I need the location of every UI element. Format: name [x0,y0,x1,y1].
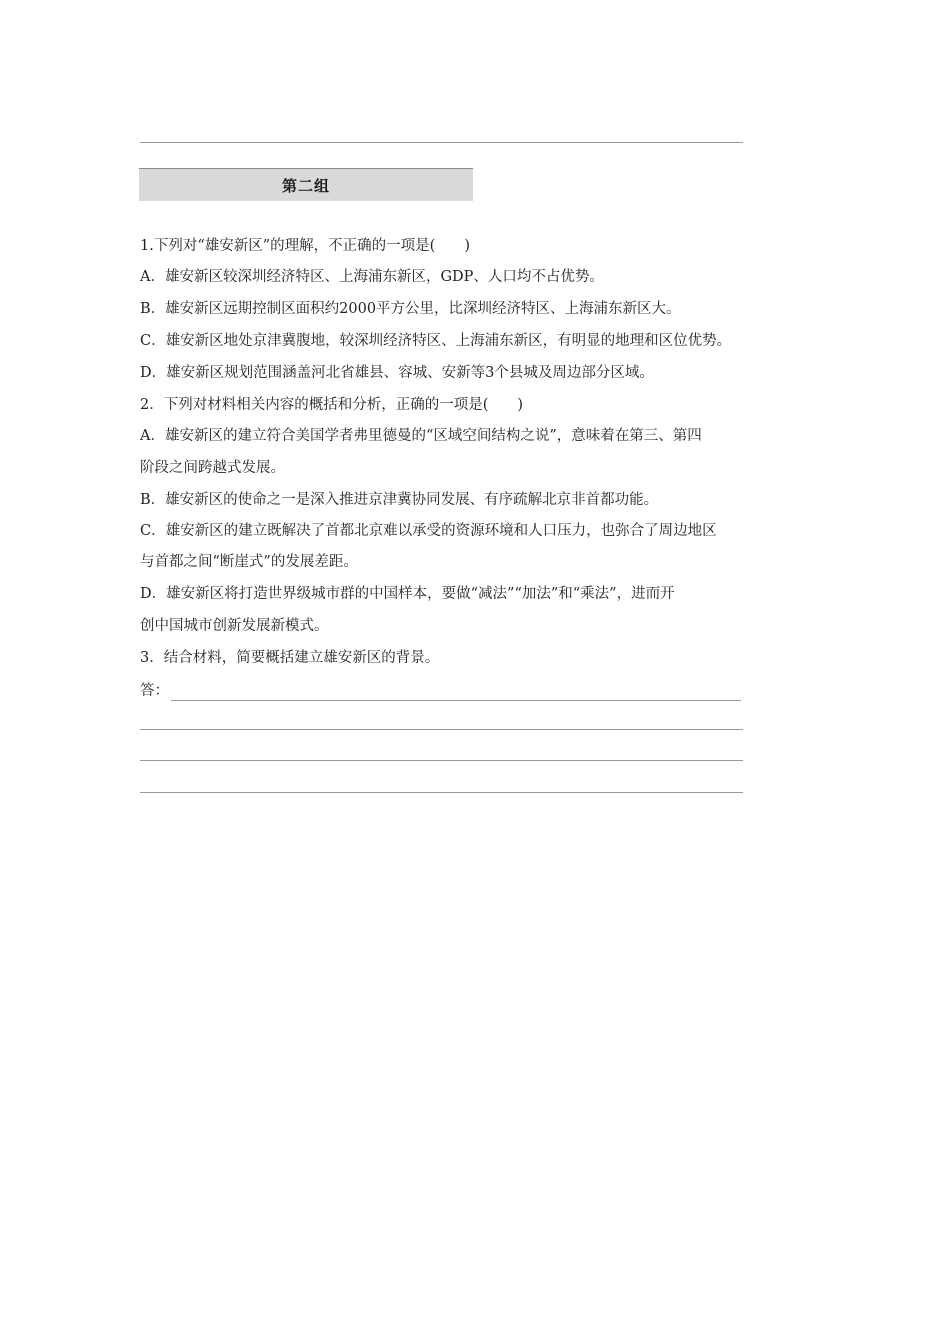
answer-line-3[interactable] [140,760,743,761]
question-2-stem: 2．下列对材料相关内容的概括和分析，正确的一项是( ) [140,397,524,413]
question-2-option-a-line-1: A．雄安新区的建立符合美国学者弗里德曼的“区域空间结构之说”，意味着在第三、第四 [140,428,702,444]
top-divider [140,142,743,143]
answer-line-1[interactable] [171,684,741,701]
question-2-option-b: B．雄安新区的使命之一是深入推进京津冀协同发展、有序疏解北京非首都功能。 [140,492,659,508]
section-header [139,168,473,201]
question-1-stem: 1.下列对“雄安新区”的理解，不正确的一项是( ) [140,238,470,254]
question-2-option-a-line-2: 阶段之间跨越式发展。 [140,460,285,476]
answer-row [140,681,741,701]
question-1-option-b: B．雄安新区远期控制区面积约2000平方公里，比深圳经济特区、上海浦东新区大。 [140,301,681,317]
answer-line-4[interactable] [140,792,743,793]
section-title: 第二组 [281,176,330,195]
question-1-option-d: D．雄安新区规划范围涵盖河北省雄县、容城、安新等3个县城及周边部分区域。 [140,365,654,381]
question-3-stem: 3．结合材料，简要概括建立雄安新区的背景。 [140,650,440,666]
question-2-option-c-line-2: 与首都之间“断崖式”的发展差距。 [140,554,358,570]
question-1-option-c: C．雄安新区地处京津冀腹地，较深圳经济特区、上海浦东新区，有明显的地理和区位优势。 [140,333,732,349]
answer-line-2[interactable] [140,729,743,730]
question-1-option-a: A．雄安新区较深圳经济特区、上海浦东新区，GDP、人口均不占优势。 [140,269,604,285]
question-2-option-d-line-1: D．雄安新区将打造世界级城市群的中国样本，要做“减法”“加法”和“乘法”，进而开 [140,586,675,602]
question-2-option-d-line-2: 创中国城市创新发展新模式。 [140,618,329,634]
answer-label: 答： [140,683,169,699]
question-2-option-c-line-1: C．雄安新区的建立既解决了首都北京难以承受的资源环境和人口压力，也弥合了周边地区 [140,523,717,539]
